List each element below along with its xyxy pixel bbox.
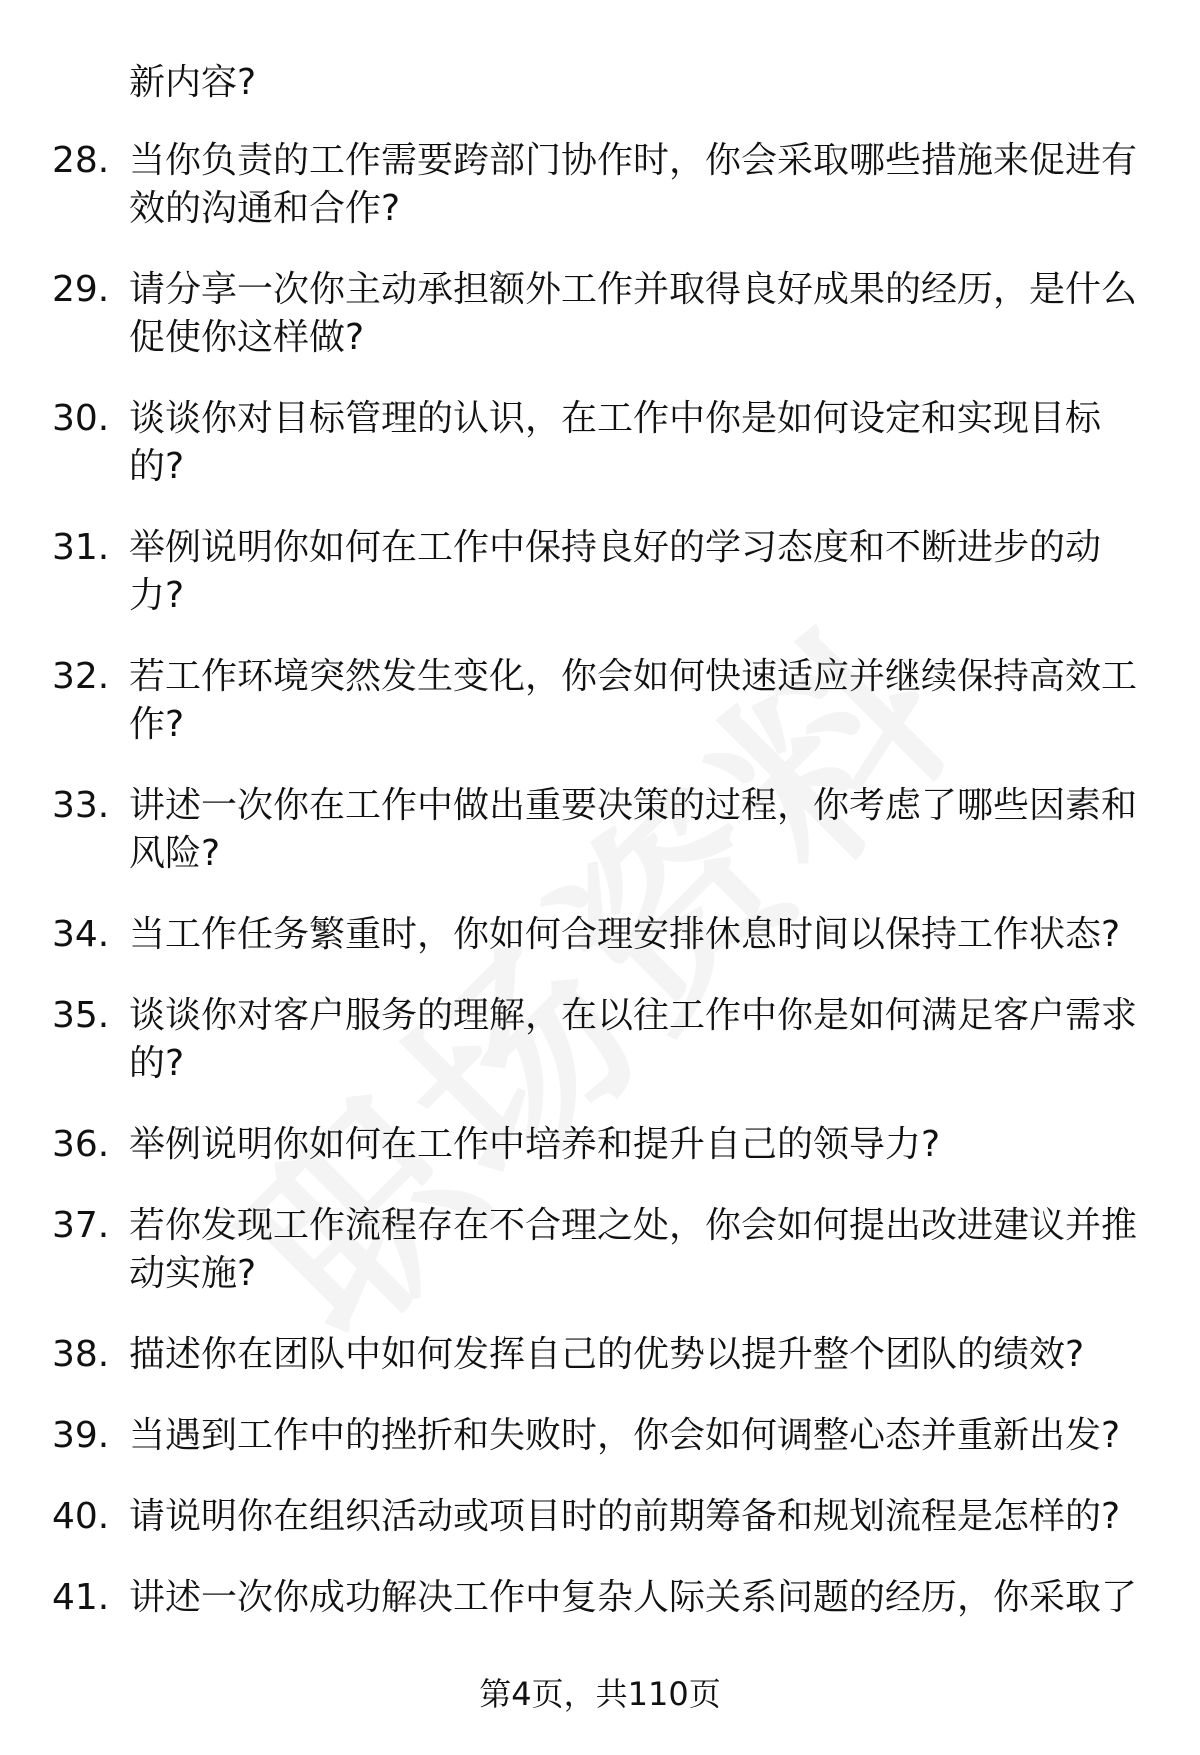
question-item bbox=[52, 782, 1152, 878]
question-item bbox=[52, 653, 1152, 749]
question-number: 40. bbox=[52, 1496, 110, 1537]
continued-question-text: 新内容? bbox=[129, 62, 257, 103]
question-item bbox=[52, 1331, 1152, 1379]
question-item bbox=[52, 1412, 1152, 1460]
question-number: 31. bbox=[52, 527, 110, 568]
question-text: 讲述一次你成功解决工作中复杂人际关系问题的经历，你采取了 bbox=[129, 1577, 1138, 1618]
question-text: 举例说明你如何在工作中培养和提升自己的领导力? bbox=[129, 1124, 941, 1165]
question-text: 当你负责的工作需要跨部门协作时，你会采取哪些措施来促进有效的沟通和合作? bbox=[129, 140, 1138, 229]
question-item bbox=[52, 1493, 1152, 1541]
question-item bbox=[52, 1574, 1152, 1622]
question-item bbox=[52, 1202, 1152, 1298]
question-number: 39. bbox=[52, 1415, 110, 1456]
question-text: 当工作任务繁重时，你如何合理安排休息时间以保持工作状态? bbox=[129, 914, 1121, 955]
question-number: 35. bbox=[52, 995, 110, 1036]
question-text: 若你发现工作流程存在不合理之处，你会如何提出改进建议并推动实施? bbox=[129, 1205, 1138, 1294]
question-item bbox=[52, 137, 1152, 233]
question-text: 若工作环境突然发生变化，你会如何快速适应并继续保持高效工作? bbox=[129, 656, 1138, 745]
question-number: 34. bbox=[52, 914, 110, 955]
question-number: 41. bbox=[52, 1577, 110, 1618]
question-text: 谈谈你对客户服务的理解，在以往工作中你是如何满足客户需求的? bbox=[129, 995, 1138, 1084]
question-item bbox=[52, 992, 1152, 1088]
question-text: 描述你在团队中如何发挥自己的优势以提升整个团队的绩效? bbox=[129, 1334, 1085, 1375]
question-item bbox=[52, 1121, 1152, 1169]
question-number: 36. bbox=[52, 1124, 110, 1165]
question-number: 28. bbox=[52, 140, 110, 181]
question-number: 32. bbox=[52, 656, 110, 697]
question-item bbox=[52, 266, 1152, 362]
question-text: 谈谈你对目标管理的认识，在工作中你是如何设定和实现目标的? bbox=[129, 398, 1102, 487]
document-page bbox=[52, 58, 1152, 1655]
question-text: 请说明你在组织活动或项目时的前期筹备和规划流程是怎样的? bbox=[129, 1496, 1121, 1537]
question-number: 37. bbox=[52, 1205, 110, 1246]
question-number: 29. bbox=[52, 269, 110, 310]
question-number: 30. bbox=[52, 398, 110, 439]
question-number: 38. bbox=[52, 1334, 110, 1375]
question-text: 举例说明你如何在工作中保持良好的学习态度和不断进步的动力? bbox=[129, 527, 1102, 616]
question-text: 当遇到工作中的挫折和失败时，你会如何调整心态并重新出发? bbox=[129, 1415, 1121, 1456]
question-text: 讲述一次你在工作中做出重要决策的过程，你考虑了哪些因素和风险? bbox=[129, 785, 1138, 874]
question-item bbox=[52, 911, 1152, 959]
question-item bbox=[52, 395, 1152, 491]
question-item bbox=[52, 524, 1152, 620]
question-text: 请分享一次你主动承担额外工作并取得良好成果的经历，是什么促使你这样做? bbox=[129, 269, 1138, 358]
page-footer: 第4页，共110页 bbox=[479, 1675, 721, 1713]
question-number: 33. bbox=[52, 785, 110, 826]
